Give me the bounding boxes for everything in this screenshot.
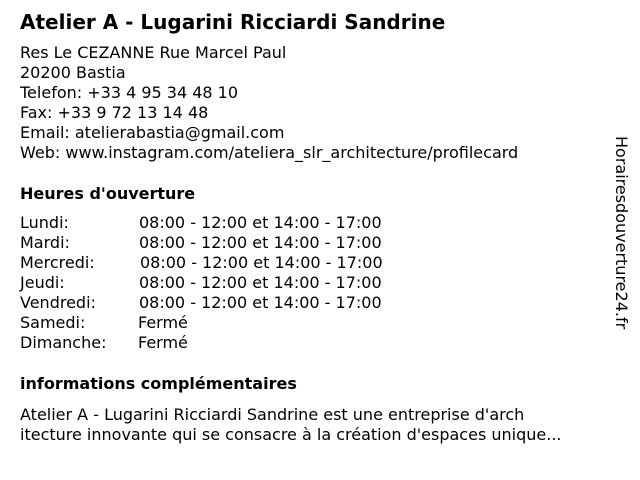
hours-day: Vendredi: [20, 293, 96, 312]
hours-time: 08:00 - 12:00 et 14:00 - 17:00 [139, 273, 382, 292]
address-city: 20200 Bastia [20, 63, 126, 82]
hours-time: 08:00 - 12:00 et 14:00 - 17:00 [139, 233, 382, 252]
address-street: Res Le CEZANNE Rue Marcel Paul [20, 43, 287, 62]
hours-day: Lundi: [20, 213, 69, 232]
contact-block [20, 43, 518, 163]
fax-number: Fax: +33 9 72 13 14 48 [20, 103, 209, 122]
description-text [20, 405, 610, 445]
description-line: Atelier A - Lugarini Ricciardi Sandrine est une entreprise d'arch [20, 405, 525, 424]
business-title: Atelier A - Lugarini Ricciardi Sandrine [20, 10, 446, 34]
info-heading: informations complémentaires [20, 374, 297, 393]
hours-time: 08:00 - 12:00 et 14:00 - 17:00 [139, 213, 382, 232]
hours-day: Samedi: [20, 313, 86, 332]
hours-day: Mercredi: [20, 253, 95, 272]
hours-day: Mardi: [20, 233, 70, 252]
email-address: Email: atelierabastia@gmail.com [20, 123, 285, 142]
description-line: itecture innovante qui se consacre à la création d'espaces unique... [20, 425, 562, 444]
watermark-text: Horairesdouverture24.fr [612, 136, 631, 330]
hours-time: 08:00 - 12:00 et 14:00 - 17:00 [139, 293, 382, 312]
hours-time: Fermé [138, 333, 188, 352]
website-url: Web: www.instagram.com/ateliera_slr_architecture/profilecard [20, 143, 519, 162]
hours-day: Jeudi: [20, 273, 65, 292]
hours-time: Fermé [138, 313, 188, 332]
phone-number: Telefon: +33 4 95 34 48 10 [20, 83, 239, 102]
hours-time: 08:00 - 12:00 et 14:00 - 17:00 [140, 253, 383, 272]
hours-day: Dimanche: [20, 333, 107, 352]
hours-heading: Heures d'ouverture [20, 184, 196, 203]
